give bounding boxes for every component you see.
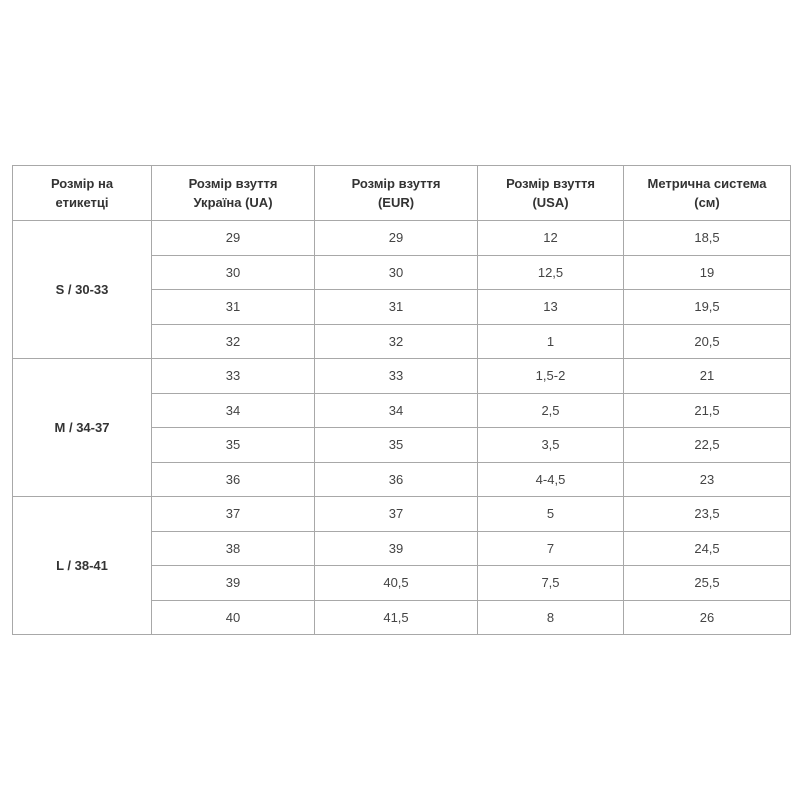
header-line-1: Метрична система (647, 176, 767, 191)
ua-cell: 31 (152, 290, 315, 325)
table-body (13, 221, 791, 635)
cm-cell: 25,5 (624, 566, 791, 601)
size-group-label: S / 30-33 (13, 221, 152, 359)
eur-cell: 32 (315, 324, 478, 359)
cm-cell: 20,5 (624, 324, 791, 359)
header-label-size (13, 166, 152, 221)
usa-cell: 1 (478, 324, 624, 359)
cm-cell: 18,5 (624, 221, 791, 256)
table-row (13, 221, 791, 256)
cm-cell: 21 (624, 359, 791, 394)
eur-cell: 31 (315, 290, 478, 325)
eur-cell: 34 (315, 393, 478, 428)
eur-cell: 33 (315, 359, 478, 394)
cm-cell: 19 (624, 255, 791, 290)
usa-cell: 12 (478, 221, 624, 256)
ua-cell: 33 (152, 359, 315, 394)
table-row (13, 359, 791, 394)
cm-cell: 23,5 (624, 497, 791, 532)
header-line-1: Розмір взуття (351, 176, 441, 191)
eur-cell: 36 (315, 462, 478, 497)
cm-cell: 24,5 (624, 531, 791, 566)
ua-cell: 32 (152, 324, 315, 359)
eur-cell: 37 (315, 497, 478, 532)
eur-cell: 41,5 (315, 600, 478, 635)
header-line-2: етикетці (55, 195, 109, 210)
usa-cell: 4-4,5 (478, 462, 624, 497)
header-line-1: Розмір на (50, 176, 114, 191)
ua-cell: 36 (152, 462, 315, 497)
header-metric-size (624, 166, 791, 221)
cm-cell: 26 (624, 600, 791, 635)
header-line-2: (см) (694, 195, 720, 210)
ua-cell: 40 (152, 600, 315, 635)
table-header (13, 166, 791, 221)
ua-cell: 29 (152, 221, 315, 256)
usa-cell: 8 (478, 600, 624, 635)
table-row (13, 497, 791, 532)
header-usa-size (478, 166, 624, 221)
size-chart-table (12, 165, 791, 635)
usa-cell: 3,5 (478, 428, 624, 463)
ua-cell: 37 (152, 497, 315, 532)
usa-cell: 13 (478, 290, 624, 325)
eur-cell: 40,5 (315, 566, 478, 601)
cm-cell: 22,5 (624, 428, 791, 463)
usa-cell: 5 (478, 497, 624, 532)
cm-cell: 21,5 (624, 393, 791, 428)
eur-cell: 30 (315, 255, 478, 290)
size-group-label: L / 38-41 (13, 497, 152, 635)
cm-cell: 19,5 (624, 290, 791, 325)
ua-cell: 30 (152, 255, 315, 290)
ua-cell: 34 (152, 393, 315, 428)
usa-cell: 7,5 (478, 566, 624, 601)
cm-cell: 23 (624, 462, 791, 497)
eur-cell: 39 (315, 531, 478, 566)
ua-cell: 39 (152, 566, 315, 601)
header-ua-size (152, 166, 315, 221)
ua-cell: 35 (152, 428, 315, 463)
usa-cell: 1,5-2 (478, 359, 624, 394)
usa-cell: 2,5 (478, 393, 624, 428)
header-line-1: Розмір взуття (188, 176, 278, 191)
header-line-2: (USA) (532, 195, 569, 210)
usa-cell: 7 (478, 531, 624, 566)
header-row (13, 166, 791, 221)
usa-cell: 12,5 (478, 255, 624, 290)
eur-cell: 35 (315, 428, 478, 463)
header-line-2: (EUR) (377, 195, 415, 210)
header-line-1: Розмір взуття (506, 176, 595, 191)
eur-cell: 29 (315, 221, 478, 256)
ua-cell: 38 (152, 531, 315, 566)
header-eur-size (315, 166, 478, 221)
header-line-2: Україна (UA) (193, 195, 273, 210)
size-group-label: M / 34-37 (13, 359, 152, 497)
